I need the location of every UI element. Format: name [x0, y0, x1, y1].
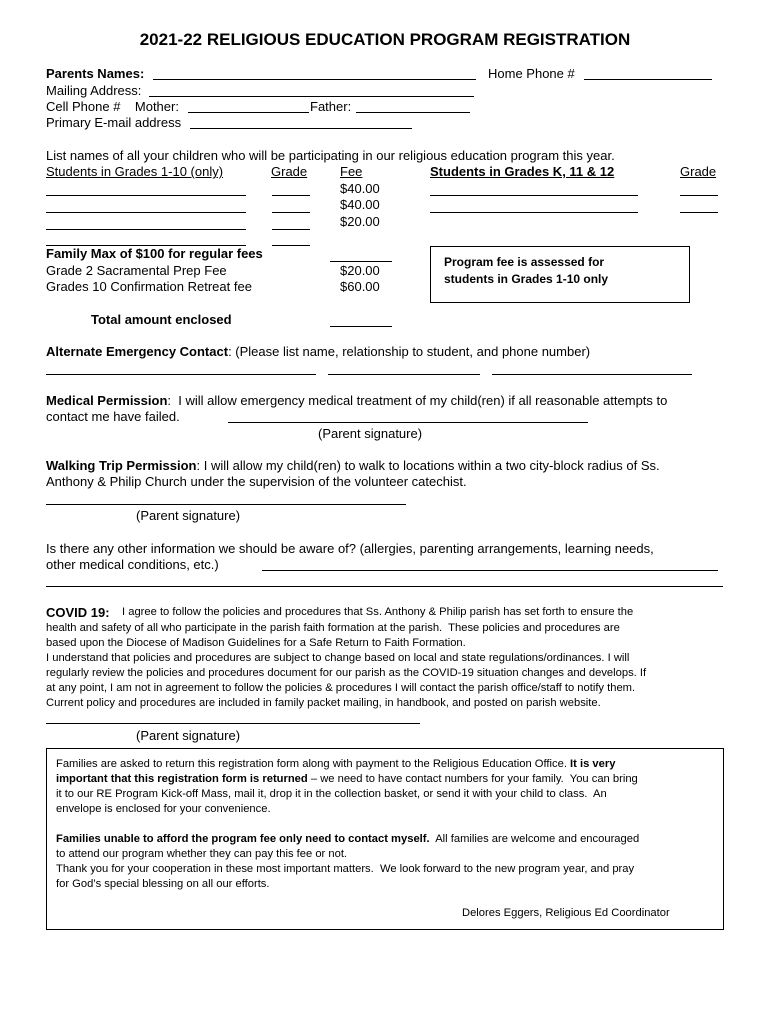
notice-p1-emphasis: It is very — [570, 758, 616, 770]
notice-p1-line2-text: – we need to have contact numbers for your family. You can bring — [307, 773, 638, 785]
medical-permission-line1 — [46, 394, 667, 407]
covid-label: COVID 19: — [46, 605, 110, 620]
walking-signature-field[interactable] — [46, 504, 406, 505]
parents-names-field[interactable] — [153, 79, 476, 80]
notice-p1-line1 — [56, 759, 615, 770]
student-grade-field[interactable] — [272, 229, 310, 230]
email-label: Primary E-mail address — [46, 115, 182, 130]
walking-permission-line1 — [46, 459, 660, 472]
grade2-fee-value: $20.00 — [340, 263, 380, 278]
notice-p1-line3: it to our RE Program Kick-off Mass, mail it, drop it in the collection basket, or send it with your child to class. An — [56, 788, 607, 800]
walking-permission-label: Walking Trip Permission — [46, 458, 197, 473]
notice-p2-line1 — [56, 834, 639, 845]
mailing-address-label: Mailing Address: — [46, 83, 142, 98]
grade10-fee-value: $60.00 — [340, 279, 380, 294]
fee-note-line2: students in Grades 1-10 only — [444, 272, 609, 286]
covid-text-line: Current policy and procedures are included in family packet mailing, in handbook, and posted on parish website. — [46, 697, 601, 709]
notice-p1-line4: envelope is enclosed for your convenience. — [56, 803, 271, 815]
father-label: Father: — [310, 99, 352, 114]
covid-text-line: I understand that policies and procedures are subject to change based on local and state regulations/ordinances. I will — [46, 652, 630, 664]
fee-value: $20.00 — [340, 214, 380, 229]
emergency-name-field[interactable] — [46, 374, 316, 375]
covid-text-line: at any point, I am not in agreement to follow the policies & procedures I will contact the parish office/staff to notify them. — [46, 682, 636, 694]
program-fee-note-box — [430, 246, 690, 303]
home-phone-field[interactable] — [584, 79, 712, 80]
medical-permission-line2: contact me have failed. — [46, 409, 180, 424]
emergency-phone-field[interactable] — [492, 374, 692, 375]
covid-signature-caption: (Parent signature) — [136, 728, 241, 743]
walking-permission-line2: Anthony & Philip Church under the supervision of the volunteer catechist. — [46, 474, 467, 489]
form-title: 2021-22 RELIGIOUS EDUCATION PROGRAM REGISTRATION — [139, 30, 631, 49]
emergency-contact-text: : (Please list name, relationship to student, and phone number) — [228, 344, 591, 359]
grade2-fee-label: Grade 2 Sacramental Prep Fee — [46, 263, 227, 278]
notice-p1-text: Families are asked to return this registration form along with payment to the Religious Education Office. — [56, 758, 571, 770]
student-grade-field[interactable] — [680, 195, 718, 196]
covid-text-line: based upon the Diocese of Madison Guidelines for a Safe Return to Faith Formation. — [46, 637, 466, 649]
other-info-field[interactable] — [262, 570, 718, 571]
emergency-relationship-field[interactable] — [328, 374, 480, 375]
student-name-field[interactable] — [46, 212, 246, 213]
student-name-field[interactable] — [46, 229, 246, 230]
medical-permission-text1: : I will allow emergency medical treatment of my child(ren) if all reasonable attempts to — [167, 393, 668, 408]
cell-phone-mother-label: Cell Phone # Mother: — [46, 99, 179, 114]
notice-box — [46, 748, 724, 930]
fee-value: $40.00 — [340, 181, 380, 196]
medical-permission-label: Medical Permission — [46, 393, 168, 408]
student-name-field[interactable] — [46, 195, 246, 196]
covid-text-line: health and safety of all who participate in the parish faith formation at the parish. These policies and procedures are — [46, 622, 620, 634]
family-fee-field[interactable] — [330, 261, 392, 262]
notice-p2-line4: for God’s special blessing on all our efforts. — [56, 878, 270, 890]
emergency-contact-line — [46, 345, 590, 358]
walking-permission-text1: : I will allow my child(ren) to walk to locations within a two city-block radius of Ss. — [196, 458, 660, 473]
notice-p1-emphasis-2: important that this registration form is returned — [56, 773, 308, 785]
notice-p2-text: All families are welcome and encouraged — [429, 833, 640, 845]
coordinator-signoff: Delores Eggers, Religious Ed Coordinator — [462, 907, 670, 919]
student-grade-field[interactable] — [680, 212, 718, 213]
notice-p2-line2: to attend our program whether they can pay this fee or not. — [56, 848, 348, 860]
notice-p2-line3: Thank you for your cooperation in these most important matters. We look forward to the new program year, and pray — [56, 863, 635, 875]
col-grade-2: Grade — [680, 164, 717, 179]
fee-note-line1: Program fee is assessed for — [444, 255, 605, 269]
student-grade-field[interactable] — [272, 195, 310, 196]
children-intro: List names of all your children who will be participating in our religious education program this year. — [46, 148, 615, 163]
mailing-address-field[interactable] — [149, 96, 474, 97]
family-max-label: Family Max of $100 for regular fees — [46, 246, 263, 261]
student-grade-field[interactable] — [272, 245, 310, 246]
student-name-field[interactable] — [430, 195, 638, 196]
covid-signature-field[interactable] — [46, 723, 420, 724]
other-info-line1: Is there any other information we should be aware of? (allergies, parenting arrangements, learning needs, — [46, 541, 654, 556]
notice-p2-emphasis: Families unable to afford the program fee only need to contact myself. — [56, 833, 430, 845]
grade10-fee-label: Grades 10 Confirmation Retreat fee — [46, 279, 252, 294]
walking-signature-caption: (Parent signature) — [136, 508, 241, 523]
col-students-k-11-12: Students in Grades K, 11 & 12 — [430, 164, 615, 179]
father-phone-field[interactable] — [356, 112, 470, 113]
col-grade-1: Grade — [271, 164, 308, 179]
total-amount-field[interactable] — [330, 326, 392, 327]
covid-text-line: I agree to follow the policies and procedures that Ss. Anthony & Philip parish has set forth to ensure the — [122, 606, 634, 618]
email-field[interactable] — [190, 128, 412, 129]
covid-text-line: regularly review the policies and procedures document for our parish as the COVID-19 situation changes and develops. If — [46, 667, 647, 679]
parents-names-label: Parents Names: — [46, 66, 145, 81]
col-fee: Fee — [340, 164, 363, 179]
total-amount-label: Total amount enclosed — [91, 312, 232, 327]
medical-signature-field[interactable] — [228, 422, 588, 423]
fee-value: $40.00 — [340, 197, 380, 212]
other-info-field-2[interactable] — [46, 586, 723, 587]
student-name-field[interactable] — [430, 212, 638, 213]
other-info-line2: other medical conditions, etc.) — [46, 557, 219, 572]
student-grade-field[interactable] — [272, 212, 310, 213]
mother-phone-field[interactable] — [188, 112, 309, 113]
col-students-1-10: Students in Grades 1-10 (only) — [46, 164, 224, 179]
emergency-contact-label: Alternate Emergency Contact — [46, 344, 229, 359]
medical-signature-caption: (Parent signature) — [318, 426, 423, 441]
notice-p1-line2 — [56, 774, 638, 785]
home-phone-label: Home Phone # — [488, 66, 575, 81]
